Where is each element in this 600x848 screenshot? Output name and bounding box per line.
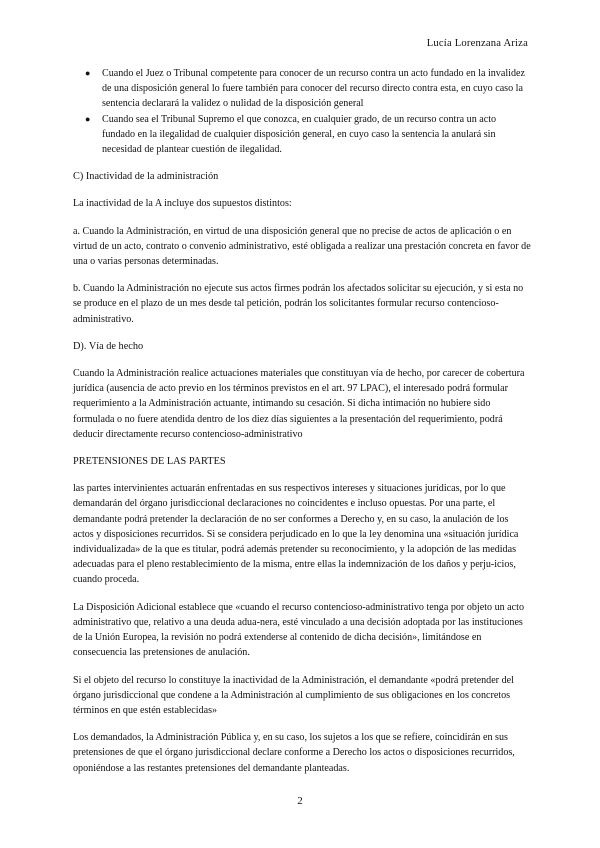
page-number: 2 (297, 795, 303, 807)
bullet-item (85, 66, 531, 112)
section-c-item-a: a. Cuando la Administración, en virtud de una disposición general que no precise de actos de aplicación o en virtud de un acto, contrato o convenio administrativo, esté obligada a realizar una prestación concreta en favor de una o varias personas determinadas. (73, 225, 531, 268)
section-c-item-b: b. Cuando la Administración no ejecute sus actos firmes podrán los afectados solicitar su ejecución, y si esta no se produce en el plazo de un mes desde tal petición, podrán los solicitantes formular recurso contencioso-administrativo. (73, 283, 524, 325)
page-content (73, 66, 531, 776)
pretensiones-paragraph-3: Si el objeto del recurso lo constituye la inactividad de la Administración, el demandante «podrá pretender del órgano jurisdiccional que condene a la Administración al cumplimiento de sus obligaciones en los concretos términos en que estén establecidas» (73, 674, 514, 716)
page-header-author: Lucía Lorenzana Ariza (426, 38, 528, 49)
section-d-title: D). Vía de hecho (73, 340, 144, 352)
bullet-text: Cuando el Juez o Tribunal competente para conocer de un recurso contra un acto fundado en la invalidez de una disposición general lo fuere también para conocer del recurso directo contra esta, en cuyo caso la sentencia declarará la validez o nulidad de la disposición general (102, 68, 525, 110)
bullet-dot-icon: ● (85, 68, 91, 78)
pretensiones-paragraph-2: La Disposición Adicional establece que «cuando el recurso contencioso-administrativo tenga por objeto un acto administrativo que, relativo a una deuda adua-nera, esté vinculado a una decisión adoptada por las instituciones de la Unión Europea, la revisión no podrá extenderse al contenido de dicha decisión», limitándose en consecuencia las pretensiones de anulación. (73, 601, 524, 659)
bullet-list (73, 66, 531, 157)
bullet-text: Cuando sea el Tribunal Supremo el que conozca, en cualquier grado, de un recurso contra un acto fundado en la ilegalidad de cualquier disposición general, en cuyo caso la sentencia la anulará sin necesidad de plantear cuestión de ilegalidad. (102, 113, 497, 156)
section-c-intro: La inactividad de la A incluye dos supuestos distintos: (73, 198, 292, 210)
bullet-item (85, 112, 531, 158)
section-d-body: Cuando la Administración realice actuaciones materiales que constituyan vía de hecho, por carecer de cobertura jurídica (ausencia de acto previo en los términos previstos en el art. 97 LPAC), el interesado podrá formular requerimiento a la Administración actuante, intimando su cesación. Si dicha intimación no hubiere sido formulada o no fuere atendida dentro de los diez días siguientes a la presentación del requerimiento, podrá deducir directamente recurso contencioso-administrativo (73, 368, 525, 440)
pretensiones-paragraph-4: Los demandados, la Administración Pública y, en su caso, los sujetos a los que se refiere, coincidirán en sus pretensiones de que el órgano jurisdiccional declare conforme a Derecho los actos o disposiciones recurridos, oponiéndose a las restantes pretensiones del demandante planteadas. (73, 732, 515, 774)
pretensiones-paragraph-1: las partes intervinientes actuarán enfrentadas en sus respectivos intereses y situaciones jurídicas, por lo que demandarán del órgano jurisdiccional declaraciones no coincidentes e incluso opuestas. Por una parte, el demandante podrá pretender la declaración de no ser conformes a Derecho y, en su caso, la anulación de los actos y disposiciones recurridos. Si se considera perjudicado en lo que la ley denomina una «situación jurídica individualizada» de la que es titular, podrá además pretender su reconocimiento, y la adopción de las medidas adecuadas para el pleno restablecimiento de la misma, entre ellas la indemnización de los daños y perju-icios, cuando proceda. (73, 483, 519, 586)
section-c-title: C) Inactividad de la administración (73, 171, 219, 183)
bullet-dot-icon: ● (85, 113, 91, 124)
pretensiones-title: PRETENSIONES DE LAS PARTES (73, 456, 226, 468)
